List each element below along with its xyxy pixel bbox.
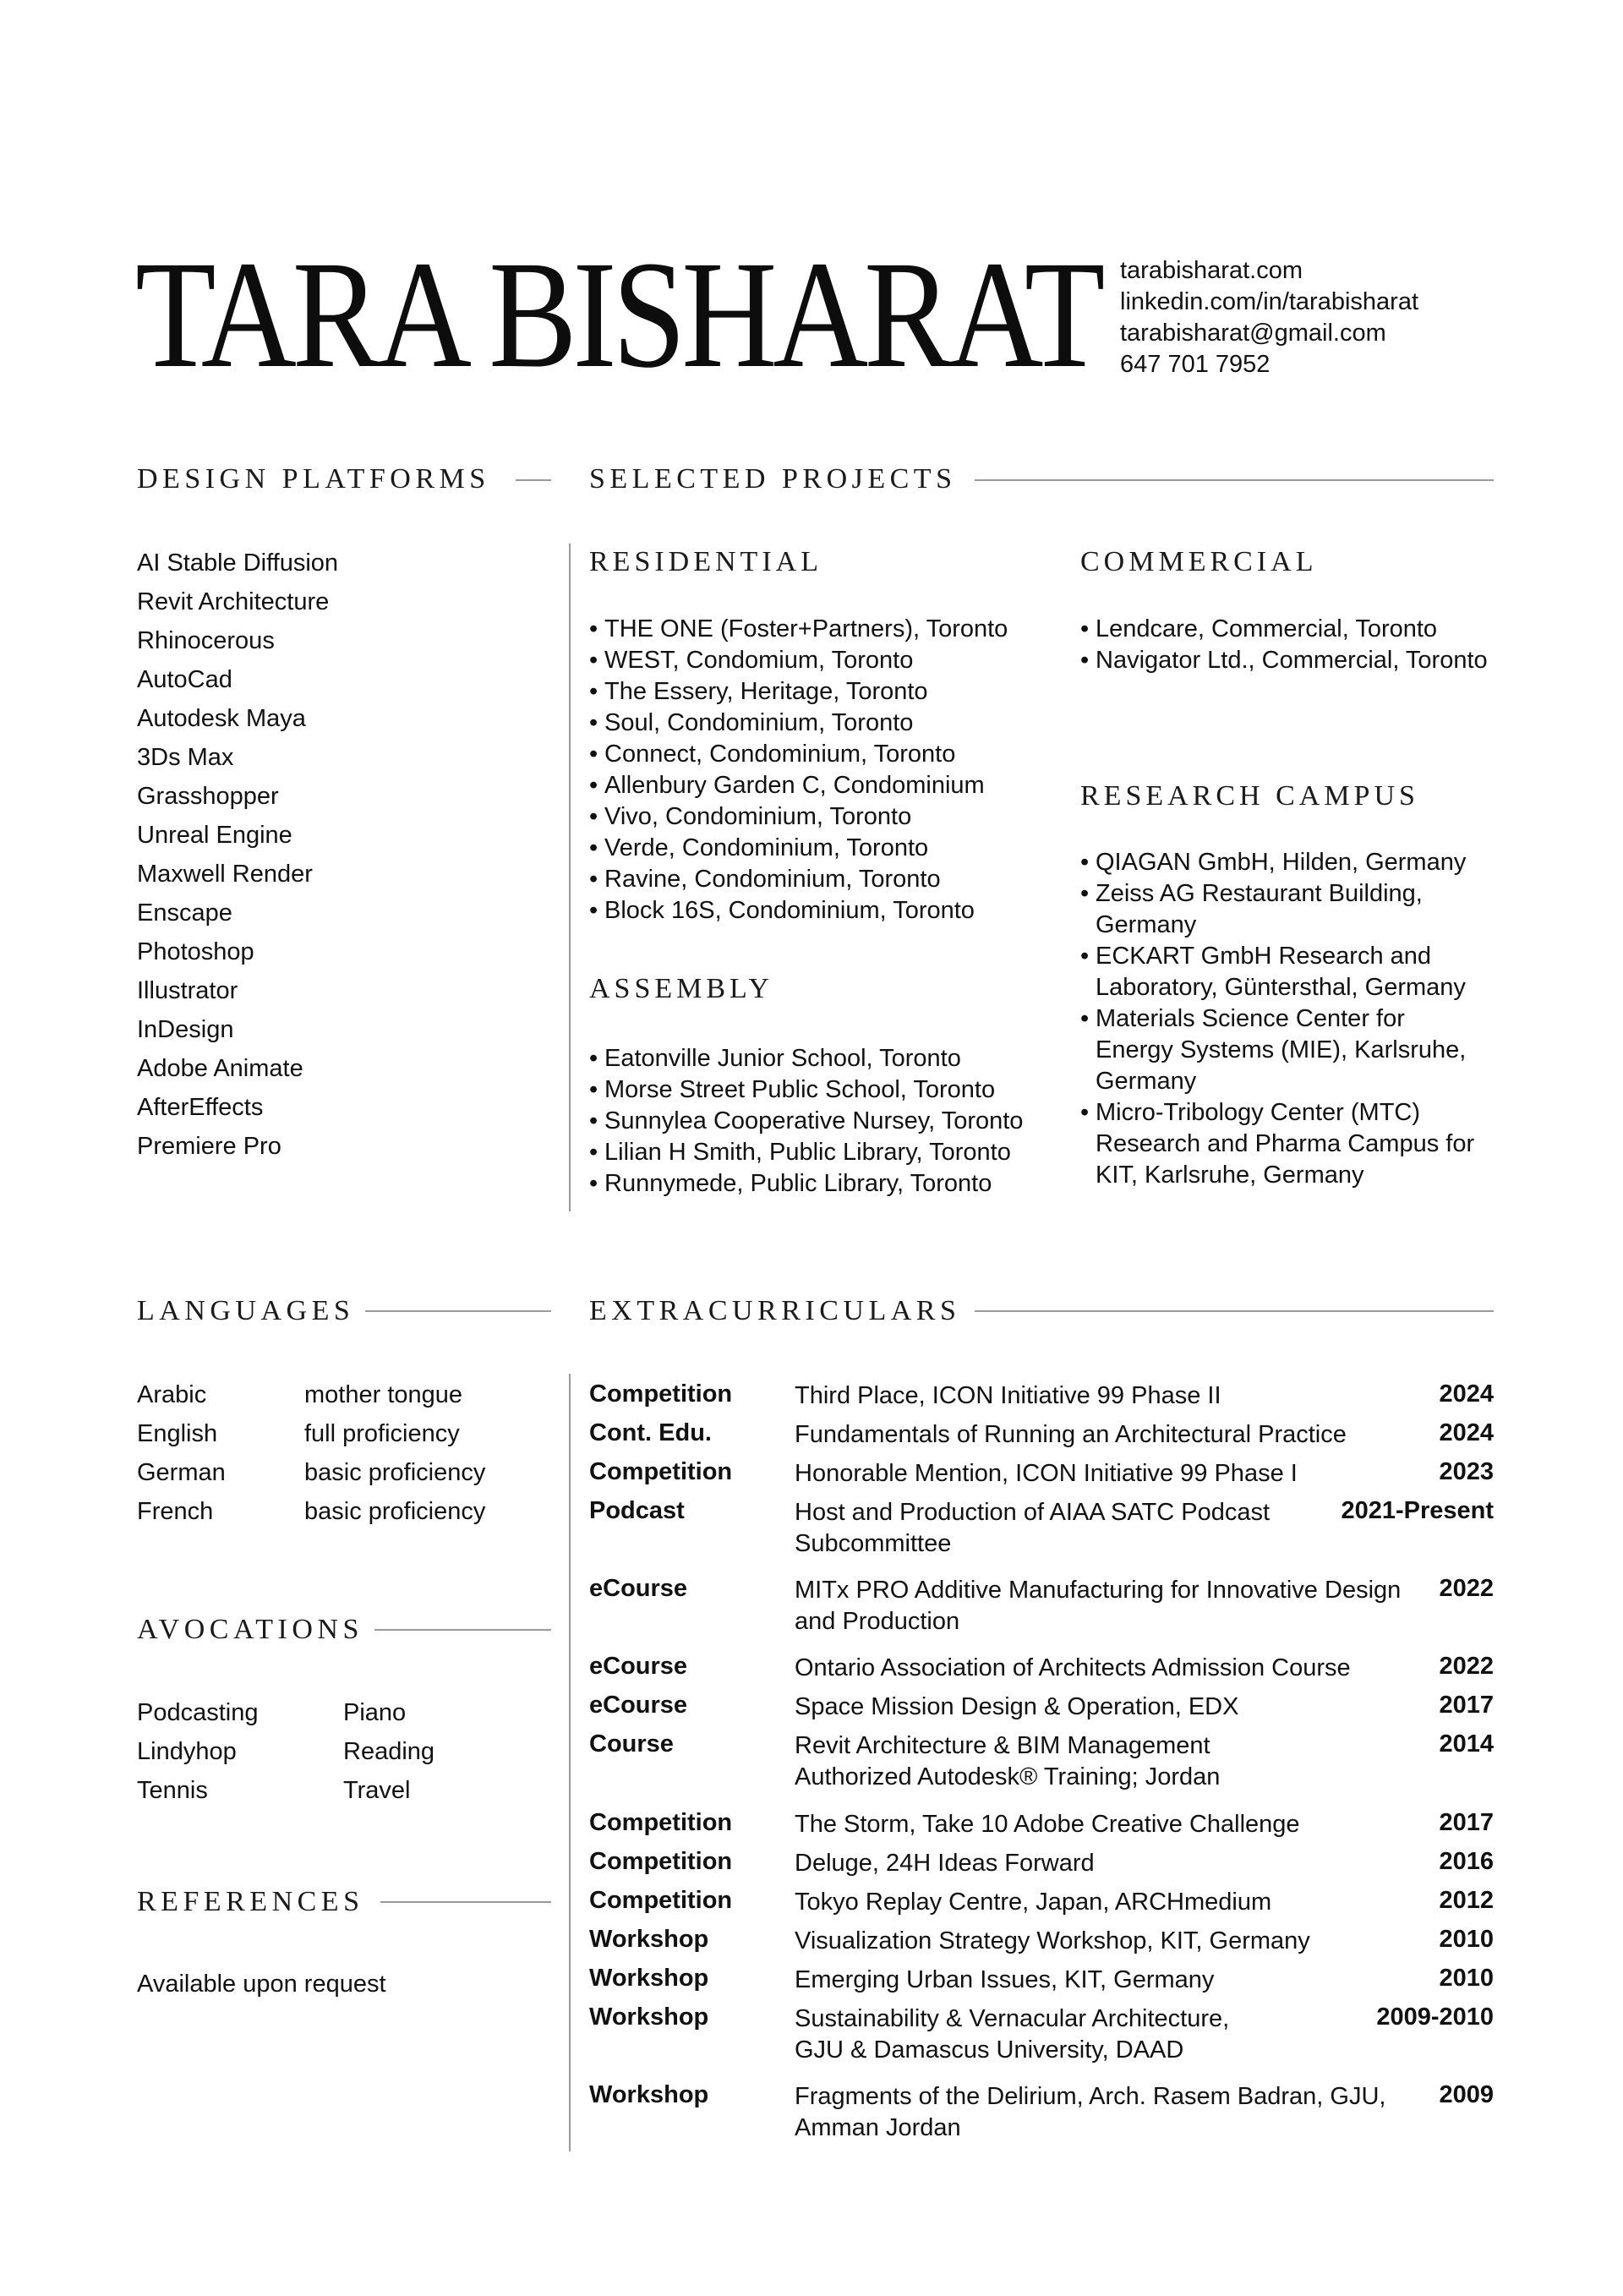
assembly-list (589, 1043, 1079, 1200)
language-level: full proficiency (304, 1420, 460, 1447)
list-item: • Vivo, Condominium, Toronto (589, 801, 1063, 833)
list-item: • WEST, Condomium, Toronto (589, 645, 1063, 676)
language-name: French (137, 1498, 214, 1525)
languages-rule (365, 1310, 551, 1312)
list-item: • The Essery, Heritage, Toronto (589, 676, 1063, 708)
list-item: Grasshopper (137, 783, 279, 810)
list-item: • THE ONE (Foster+Partners), Toronto (589, 614, 1063, 645)
avocations-list (137, 1693, 434, 1810)
activity-year: 2024 (1439, 1380, 1494, 1408)
activity-type: Competition (589, 1380, 733, 1408)
list-item: Maxwell Render (137, 861, 313, 888)
list-item: • Zeiss AG Restaurant Building, Germany (1080, 878, 1486, 941)
list-item: • Allenbury Garden C, Condominium (589, 770, 1063, 801)
references-rule (380, 1901, 551, 1903)
list-item: Photoshop (137, 938, 254, 965)
list-item: Premiere Pro (137, 1133, 281, 1160)
activity-type: Workshop (589, 2081, 709, 2108)
list-item: • Morse Street Public School, Toronto (589, 1074, 1079, 1106)
activity-description: Fundamentals of Running an Architectural Practice (795, 1421, 1347, 1448)
list-item: Unreal Engine (137, 822, 292, 849)
activity-description: Emerging Urban Issues, KIT, Germany (795, 1966, 1215, 1993)
avocation-item: Reading (343, 1738, 435, 1765)
assembly-heading: ASSEMBLY (589, 973, 773, 1004)
activity-year: 2010 (1439, 1965, 1494, 1992)
design-platforms-heading: DESIGN PLATFORMS (137, 463, 490, 495)
avocation-item: Podcasting (137, 1699, 259, 1726)
research-campus-heading: RESEARCH CAMPUS (1080, 780, 1419, 812)
list-item: • Runnymede, Public Library, Toronto (589, 1168, 1079, 1200)
list-item: Rhinocerous (137, 627, 275, 654)
activity-type: Workshop (589, 1965, 709, 1992)
activity-type: Course (589, 1730, 674, 1758)
list-item: Illustrator (137, 977, 238, 1004)
language-row (137, 1414, 485, 1453)
list-item: • Connect, Condominium, Toronto (589, 739, 1063, 770)
activity-year: 2010 (1439, 1926, 1494, 1953)
activity-type: Competition (589, 1458, 733, 1485)
activity-year: 2022 (1439, 1575, 1494, 1602)
activity-year: 2021-Present (1341, 1497, 1494, 1524)
residential-heading: RESIDENTIAL (589, 546, 822, 577)
contact-website[interactable]: tarabisharat.com (1120, 257, 1303, 284)
list-item: • Lilian H Smith, Public Library, Toronto (589, 1137, 1079, 1168)
languages-list (137, 1375, 485, 1531)
list-item: 3Ds Max (137, 744, 234, 771)
selected-projects-heading: SELECTED PROJECTS (589, 463, 957, 495)
activity-description: Visualization Strategy Workshop, KIT, Germany (795, 1927, 1310, 1954)
references-text: Available upon request (137, 1971, 386, 1998)
activity-year: 2017 (1439, 1692, 1494, 1719)
activity-type: eCourse (589, 1653, 688, 1680)
activity-description: Ontario Association of Architects Admission Course (795, 1654, 1351, 1681)
activity-type: Cont. Edu. (589, 1419, 712, 1446)
activity-type: eCourse (589, 1575, 688, 1602)
activity-description: Space Mission Design & Operation, EDX (795, 1693, 1239, 1720)
activity-year: 2014 (1439, 1730, 1494, 1758)
references-heading: REFERENCES (137, 1886, 364, 1917)
contact-email[interactable]: tarabisharat@gmail.com (1120, 320, 1386, 347)
activity-type: Workshop (589, 1926, 709, 1953)
activity-description: Tokyo Replay Centre, Japan, ARCHmedium (795, 1889, 1272, 1916)
list-item: • Ravine, Condominium, Toronto (589, 864, 1063, 895)
contact-linkedin[interactable]: linkedin.com/in/tarabisharat (1120, 288, 1419, 315)
activity-description: Sustainability & Vernacular Architecture, GJU & Damascus University, DAAD (795, 2005, 1230, 2064)
activity-description: Third Place, ICON Initiative 99 Phase II (795, 1382, 1221, 1409)
activity-type: Competition (589, 1848, 733, 1875)
avocation-item: Travel (343, 1777, 411, 1804)
list-item: • Verde, Condominium, Toronto (589, 833, 1063, 864)
avocation-item: Tennis (137, 1777, 208, 1804)
language-row (137, 1453, 485, 1492)
list-item: • QIAGAN GmbH, Hilden, Germany (1080, 847, 1486, 878)
activity-description: Honorable Mention, ICON Initiative 99 Phase I (795, 1460, 1298, 1487)
list-item: Enscape (137, 899, 232, 927)
activity-year: 2009 (1439, 2081, 1494, 2108)
extracurriculars-rule (975, 1310, 1494, 1312)
activity-type: Competition (589, 1809, 733, 1836)
language-name: German (137, 1459, 226, 1486)
avocation-item: Lindyhop (137, 1738, 237, 1765)
list-item: • Soul, Condominium, Toronto (589, 708, 1063, 739)
activity-type: eCourse (589, 1692, 688, 1719)
activity-year: 2024 (1439, 1419, 1494, 1446)
list-item: Revit Architecture (137, 588, 330, 615)
activity-type: Competition (589, 1887, 733, 1914)
avocation-row (137, 1732, 434, 1771)
activity-type: Podcast (589, 1497, 685, 1524)
extracurriculars-divider (569, 1374, 571, 2151)
page-title: TARA BISHARAT (135, 230, 1101, 400)
language-level: basic proficiency (304, 1498, 486, 1525)
avocation-row (137, 1693, 434, 1732)
list-item: • Materials Science Center for Energy Systems (MIE), Karlsruhe, Germany (1080, 1003, 1486, 1097)
activity-description: The Storm, Take 10 Adobe Creative Challenge (795, 1811, 1300, 1838)
list-item: • Block 16S, Condominium, Toronto (589, 895, 1063, 927)
projects-divider (569, 544, 571, 1211)
list-item: InDesign (137, 1016, 234, 1043)
language-row (137, 1492, 485, 1531)
selected-projects-rule (975, 479, 1494, 481)
activity-description: Deluge, 24H Ideas Forward (795, 1850, 1095, 1877)
list-item: • Lendcare, Commercial, Toronto (1080, 614, 1503, 645)
list-item: • ECKART GmbH Research and Laboratory, Güntersthal, Germany (1080, 941, 1486, 1003)
activity-description: Revit Architecture & BIM Management Authorized Autodesk® Training; Jordan (795, 1732, 1221, 1790)
list-item: • Navigator Ltd., Commercial, Toronto (1080, 645, 1503, 676)
activity-year: 2012 (1439, 1887, 1494, 1914)
contact-phone: 647 701 7952 (1120, 351, 1271, 378)
commercial-list (1080, 614, 1503, 676)
activity-description: Host and Production of AIAA SATC Podcast Subcommittee (795, 1499, 1271, 1557)
design-platforms-rule (516, 479, 551, 481)
language-row (137, 1375, 485, 1414)
language-level: basic proficiency (304, 1459, 486, 1486)
residential-list (589, 614, 1063, 927)
design-platforms-list (137, 544, 338, 1166)
languages-heading: LANGUAGES (137, 1295, 355, 1326)
extracurriculars-heading: EXTRACURRICULARS (589, 1295, 961, 1326)
list-item: • Eatonville Junior School, Toronto (589, 1043, 1079, 1074)
activity-type: Workshop (589, 2004, 709, 2031)
activity-year: 2022 (1439, 1653, 1494, 1680)
activity-description: Fragments of the Delirium, Arch. Rasem Badran, GJU, Amman Jordan (795, 2083, 1386, 2141)
list-item: Autodesk Maya (137, 705, 306, 732)
contact-block (1120, 255, 1418, 380)
list-item: AfterEffects (137, 1094, 264, 1121)
avocation-item: Piano (343, 1699, 407, 1726)
commercial-heading: COMMERCIAL (1080, 546, 1318, 577)
avocations-heading: AVOCATIONS (137, 1614, 363, 1645)
avocation-row (137, 1771, 434, 1810)
language-name: English (137, 1420, 218, 1447)
language-name: Arabic (137, 1381, 207, 1408)
list-item: Adobe Animate (137, 1055, 303, 1082)
list-item: • Sunnylea Cooperative Nursey, Toronto (589, 1106, 1079, 1137)
research-campus-list (1080, 847, 1486, 1191)
list-item: AutoCad (137, 666, 232, 693)
list-item: AI Stable Diffusion (137, 549, 339, 577)
language-level: mother tongue (304, 1381, 463, 1408)
activity-year: 2017 (1439, 1809, 1494, 1836)
list-item: • Micro-Tribology Center (MTC) Research and Pharma Campus for KIT, Karlsruhe, Germany (1080, 1097, 1486, 1191)
activity-year: 2009-2010 (1376, 2004, 1494, 2031)
activity-description: MITx PRO Additive Manufacturing for Innovative Design and Production (795, 1577, 1402, 1635)
avocations-rule (374, 1629, 551, 1631)
activity-year: 2016 (1439, 1848, 1494, 1875)
activity-year: 2023 (1439, 1458, 1494, 1485)
